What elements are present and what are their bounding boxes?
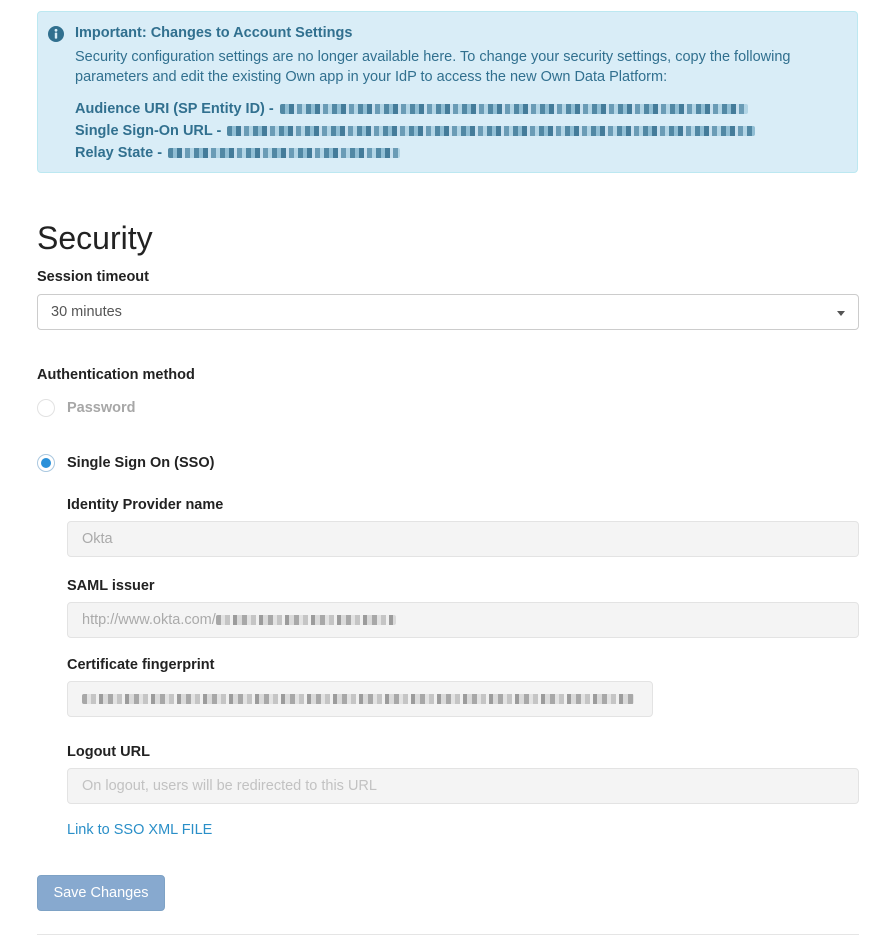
sso-xml-link[interactable]: Link to SSO XML FILE: [67, 822, 213, 838]
alert-body: Security configuration settings are no longer available here. To change your security settings, copy the following parameters and edit the existing Own app in your IdP to access the new Own Data Platform:: [75, 49, 791, 85]
sso-url-redacted-value: [227, 126, 755, 136]
saml-issuer-value: http://www.okta.com/: [82, 612, 216, 628]
save-changes-button[interactable]: Save Changes: [37, 875, 165, 911]
cert-fingerprint-label: Certificate fingerprint: [67, 657, 215, 673]
sso-radio-label[interactable]: Single Sign On (SSO): [67, 455, 215, 471]
caret-down-icon: [837, 311, 845, 316]
session-timeout-value: 30 minutes: [51, 304, 122, 320]
idp-name-input[interactable]: [67, 521, 859, 557]
cert-fingerprint-redacted: [82, 694, 634, 704]
auth-method-label: Authentication method: [37, 367, 195, 383]
settings-change-alert: [37, 11, 858, 173]
relay-state-row: [75, 145, 400, 161]
page-title: Security: [37, 220, 153, 256]
sso-url-label: Single Sign-On URL -: [75, 123, 222, 139]
audience-uri-row: [75, 101, 748, 117]
audience-uri-label: Audience URI (SP Entity ID) -: [75, 101, 274, 117]
saml-issuer-input[interactable]: [67, 602, 859, 638]
saml-issuer-label: SAML issuer: [67, 578, 155, 594]
relay-state-redacted-value: [168, 148, 400, 158]
sso-url-row: [75, 123, 755, 139]
audience-uri-redacted-value: [280, 104, 748, 114]
cert-fingerprint-input[interactable]: [67, 681, 653, 717]
password-radio[interactable]: [37, 399, 55, 417]
alert-title: Important: Changes to Account Settings: [75, 25, 353, 41]
saml-issuer-redacted: [216, 615, 396, 625]
sso-radio[interactable]: [37, 454, 55, 472]
logout-url-input[interactable]: [67, 768, 859, 804]
logout-url-label: Logout URL: [67, 744, 150, 760]
footer-divider: [37, 934, 859, 935]
session-timeout-label: Session timeout: [37, 269, 149, 285]
password-radio-label[interactable]: Password: [67, 400, 136, 416]
idp-name-value: Okta: [82, 531, 113, 547]
idp-name-label: Identity Provider name: [67, 497, 224, 513]
relay-state-label: Relay State -: [75, 145, 163, 161]
logout-url-placeholder: On logout, users will be redirected to this URL: [82, 778, 377, 794]
info-circle-icon: [48, 26, 64, 42]
session-timeout-select[interactable]: [37, 294, 859, 330]
